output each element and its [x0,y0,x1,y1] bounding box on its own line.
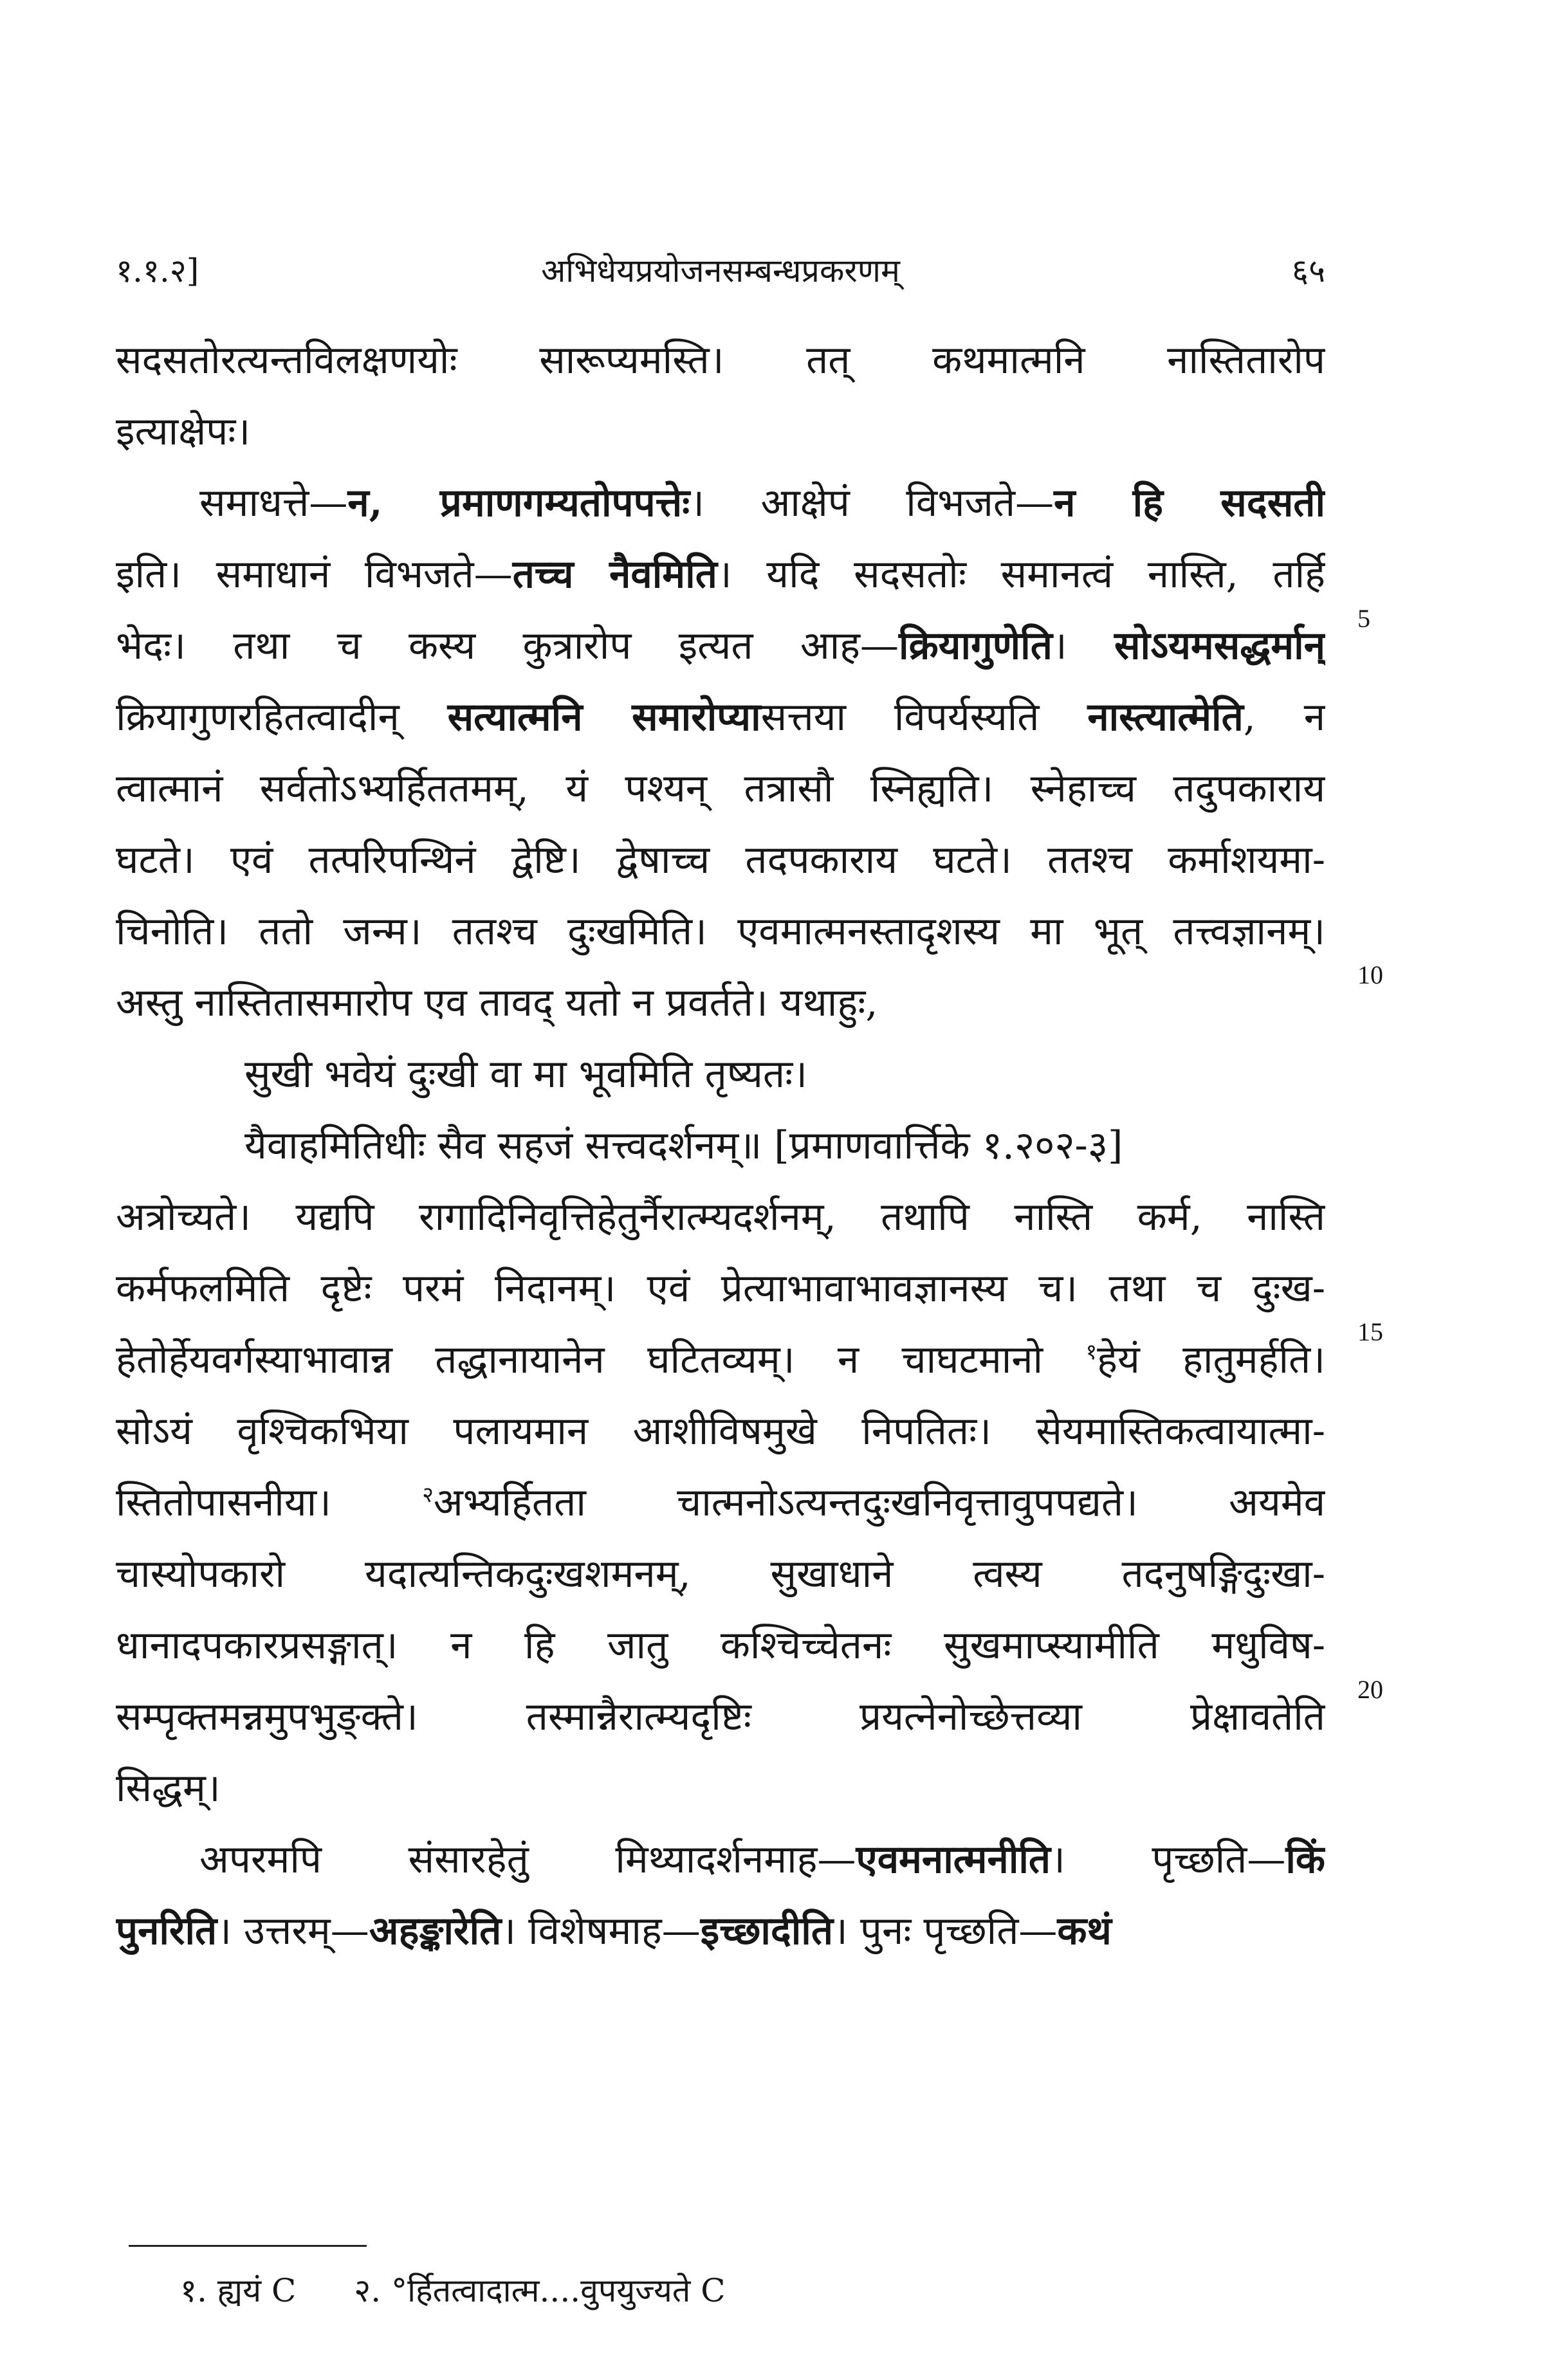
text-segment: , न [1243,695,1325,740]
text-segment: यैवाहमितिधीः सैव सहजं सत्त्वदर्शनम्॥ [प्रमाणवार्त्तिके १.२०२-३] [244,1123,1123,1168]
text-segment: समाधत्ते— [199,481,348,526]
bold-term: क्रियागुणेति [899,623,1052,668]
text-line [116,1182,1325,1253]
text-segment: हेतोर्हेयवर्गस्याभावान्न तद्धानायानेन घटितव्यम्। न चाघटमानो [116,1337,1086,1382]
text-segment: । [1052,623,1114,668]
text-line [116,753,1325,825]
line-number-15: 15 [1357,1317,1383,1346]
footnote-1: १. ह्ययं C [180,2272,297,2309]
text-segment: । आक्षेपं विभजते— [690,481,1054,526]
text-segment: । विशेषमाह— [501,1909,701,1954]
text-line [116,1824,1325,1896]
line-number-5: 5 [1357,604,1370,633]
text-segment: कर्मफलमिति दृष्टेः परमं निदानम्। एवं प्रेत्याभावाभावज्ञानस्य च। तथा च दुःख- [116,1266,1325,1311]
text-segment: सम्पृक्तमन्नमुपभुङ्क्ते। तस्मान्नैरात्म्यदृष्टिः प्रयत्नेनोच्छेत्तव्या प्रेक्षावतेति [116,1694,1325,1739]
text-line [116,1896,1325,1967]
page-number: ६५ [1292,252,1325,289]
text-line [116,1110,1325,1182]
text-segment: सिद्धम्। [116,1766,221,1811]
text-line [116,539,1325,610]
text-segment: । पुनः पृच्छति— [833,1909,1058,1954]
body-text [116,325,1325,1967]
text-line [116,396,1325,468]
text-segment: घटते। एवं तत्परिपन्थिनं द्वेष्टि। द्वेषाच्च तदपकाराय घटते। ततश्च कर्माशयमा- [116,838,1325,883]
text-line [116,1253,1325,1324]
page-header [116,248,1325,299]
text-segment: भेदः। तथा च कस्य कुत्रारोप इत्यत आह— [116,623,899,668]
text-segment: हेयं हातुमर्हति। [1097,1337,1325,1382]
footnote-marker: १ [1085,1339,1098,1365]
chapter-title: अभिधेयप्रयोजनसम्बन्धप्रकरणम् [541,252,900,289]
text-line [116,1324,1325,1396]
text-line [116,1396,1325,1467]
bold-term: इच्छादीति [700,1909,834,1954]
bold-term: सोऽयमसद्धर्मान् [1114,623,1325,668]
bold-term: पुनरिति [116,1909,217,1954]
text-segment: चास्योपकारो यदात्यन्तिकदुःखशमनम्, सुखाधाने त्वस्य तदनुषङ्गिदुःखा- [116,1552,1325,1597]
text-segment: इति। समाधानं विभजते— [116,552,513,597]
bold-term: किं [1285,1837,1325,1882]
bold-term: सत्यात्मनि समारोप्या [447,695,761,740]
text-line [116,682,1325,753]
text-line [116,1467,1325,1539]
text-segment: । उत्तरम्— [217,1909,369,1954]
text-line [116,1753,1325,1824]
line-number-10: 10 [1357,960,1383,989]
text-line [116,825,1325,896]
text-segment: अस्तु नास्तितासमारोप एव तावद् यतो न प्रवर्तते। यथाहुः, [116,980,878,1025]
text-segment: सदसतोरत्यन्तविलक्षणयोः सारूप्यमस्ति। तत् कथमात्मनि नास्तितारोप [116,338,1325,383]
bold-term: नास्त्यात्मेति [1087,695,1244,740]
bold-term: तच्च नैवमिति [512,552,717,597]
footnotes [180,2267,726,2311]
text-segment: सुखी भवेयं दुःखी वा मा भूवमिति तृष्यतः। [244,1052,807,1097]
text-line [116,896,1325,967]
text-segment: अभ्यर्हितता चात्मनोऽत्यन्तदुःखनिवृत्तावुपपद्यते। अयमेव [433,1480,1325,1525]
text-line [116,1039,1325,1110]
text-line [116,610,1325,682]
text-segment: त्वात्मानं सर्वतोऽभ्यर्हिततमम्, यं पश्यन् तत्रासौ स्निह्यति। स्नेहाच्च तदुपकाराय [116,766,1325,811]
text-line [116,1539,1325,1610]
bold-term: अहङ्कारेति [369,1909,502,1954]
bold-term: एवमनात्मनीति [856,1837,1051,1882]
text-line [116,967,1325,1039]
text-segment: इत्याक्षेपः। [116,409,251,454]
text-segment: अत्रोच्यते। यद्यपि रागादिनिवृत्तिहेतुर्नैरात्म्यदर्शनम्, तथापि नास्ति कर्म, नास्ति [116,1195,1325,1240]
text-line [116,1681,1325,1753]
text-line [116,325,1325,396]
text-segment: चिनोति। ततो जन्म। ततश्च दुःखमिति। एवमात्मनस्तादृशस्य मा भूत् तत्त्वज्ञानम्। [116,909,1325,954]
text-segment: अपरमपि संसारहेतुं मिथ्यादर्शनमाह— [199,1837,856,1882]
section-number: १.१.२] [116,252,199,289]
text-line [116,468,1325,539]
bold-term: कथं [1057,1909,1112,1954]
footnote-rule [129,2245,367,2247]
bold-term: न, प्रमाणगम्यतोपपत्तेः [347,481,690,526]
bold-term: न हि सदसती [1054,481,1325,526]
text-segment: सत्तया विपर्यस्यति [760,695,1088,740]
text-segment: सोऽयं वृश्चिकभिया पलायमान आशीविषमुखे निपतितः। सेयमास्तिकत्वायात्मा- [116,1409,1325,1454]
footnote-2: २. °र्हितत्वादात्म....वुपयुज्यते C [354,2272,726,2309]
text-line [116,1610,1325,1681]
text-segment: । पृच्छति— [1051,1837,1286,1882]
text-segment: स्तितोपासनीया। [116,1480,423,1525]
line-number-20: 20 [1357,1675,1383,1704]
text-segment: धानादपकारप्रसङ्गात्। न हि जातु कश्चिच्चेतनः सुखमाप्स्यामीति मधुविष- [116,1623,1325,1668]
footnote-marker: २ [422,1482,434,1508]
text-segment: । यदि सदसतोः समानत्वं नास्ति, तर्हि [717,552,1325,597]
text-segment: क्रियागुणरहितत्वादीन् [116,695,448,740]
